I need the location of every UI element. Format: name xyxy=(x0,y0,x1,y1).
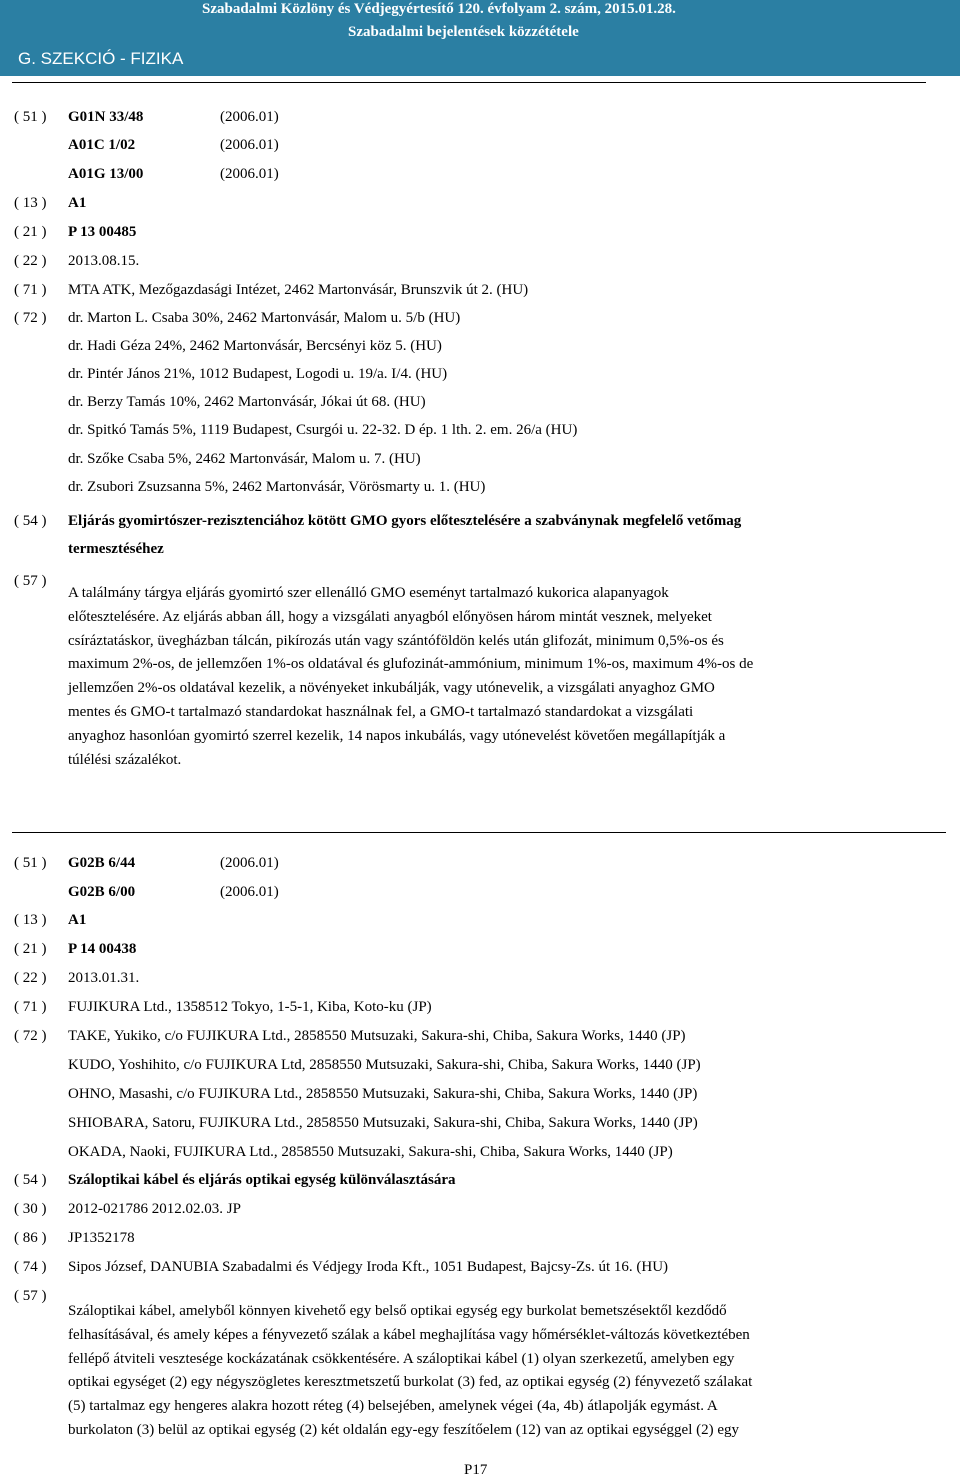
applicant: FUJIKURA Ltd., 1358512 Tokyo, 1-5-1, Kiba, Koto-ku (JP) xyxy=(68,999,432,1015)
representative: Sipos József, DANUBIA Szabadalmi és Védjegy Iroda Kft., 1051 Budapest, Bajcsy-Zs. út 16. (HU) xyxy=(68,1259,669,1275)
document-kind: A1 xyxy=(68,195,87,211)
abstract-line: csíráztatáskor, üvegházban tálcán, pikírozás után vagy szántóföldön kelés után glifozát, minimum 0,5%-os és xyxy=(68,632,724,649)
ipc-version: (2006.01) xyxy=(220,137,279,153)
journal-subtitle: Szabadalmi bejelentések közzététele xyxy=(348,24,579,40)
inventor: dr. Berzy Tamás 10%, 2462 Martonvásár, Jókai út 68. (HU) xyxy=(68,394,426,410)
priority: 2012-021786 2012.02.03. JP xyxy=(68,1201,241,1217)
abstract-line: jellemzően 2%-os oldatával kezelik, a növényeket inkubálják, vagy utónevelik, a vizsgálati anyaghoz GMO xyxy=(68,680,715,697)
field-code-51: ( 51 ) xyxy=(14,109,47,125)
inventor: OKADA, Naoki, FUJIKURA Ltd., 2858550 Mutsuzaki, Sakura-shi, Chiba, Sakura Works, 1440 (JP) xyxy=(68,1144,673,1160)
ipc-version: (2006.01) xyxy=(220,884,279,900)
header-rule xyxy=(12,82,926,83)
abstract-line: fellépő átviteli vesztesége kockázatának csökkentésére. A száloptikai kábel (1) olyan szerkezetű, amelyben egy xyxy=(68,1350,735,1367)
field-code-51: ( 51 ) xyxy=(14,855,47,871)
inventor: dr. Marton L. Csaba 30%, 2462 Martonvásár, Malom u. 5/b (HU) xyxy=(68,310,461,326)
inventor: dr. Szőke Csaba 5%, 2462 Martonvásár, Malom u. 7. (HU) xyxy=(68,451,421,467)
invention-title: termesztéséhez xyxy=(68,541,164,557)
field-code-22: ( 22 ) xyxy=(14,253,47,269)
applicant: MTA ATK, Mezőgazdasági Intézet, 2462 Martonvásár, Brunszvik út 2. (HU) xyxy=(68,282,529,298)
abstract-line: A találmány tárgya eljárás gyomirtó szer ellenálló GMO eseményt tartalmazó kukorica alapanyagok xyxy=(68,585,669,601)
application-number: P 14 00438 xyxy=(68,941,137,957)
journal-title: Szabadalmi Közlöny és Védjegyértesítő 120. évfolyam 2. szám, 2015.01.28. xyxy=(202,1,676,17)
field-code-74: ( 74 ) xyxy=(14,1259,47,1275)
abstract-line: túlélési százalékot. xyxy=(68,751,182,768)
page-number: P17 xyxy=(464,1462,488,1478)
field-code-22: ( 22 ) xyxy=(14,970,47,986)
inventor: TAKE, Yukiko, c/o FUJIKURA Ltd., 2858550 Mutsuzaki, Sakura-shi, Chiba, Sakura Works, 1440 (JP) xyxy=(68,1028,686,1044)
abstract xyxy=(68,1300,908,1443)
ipc-version: (2006.01) xyxy=(220,166,279,182)
section-title: G. SZEKCIÓ - FIZIKA xyxy=(18,49,184,68)
ipc-class: G02B 6/44 xyxy=(68,855,136,871)
abstract-line: burkolaton (3) belül az optikai egység (2) két oldalán egy-egy feszítőelem (12) van az optikai egységgel (2) egy xyxy=(68,1421,740,1438)
field-code-71: ( 71 ) xyxy=(14,282,47,298)
ipc-class: G02B 6/00 xyxy=(68,884,136,900)
ipc-class: G01N 33/48 xyxy=(68,109,144,125)
abstract-line: előtesztelésére. Az eljárás abban áll, hogy a vizsgálati anyagból előnyösen három mintát vesznek, melyeket xyxy=(68,608,712,625)
abstract-line: Száloptikai kábel, amelyből könnyen kivehető egy belső optikai egység egy burkolat bemetszésektől kezdődő xyxy=(68,1303,727,1319)
filing-date: 2013.01.31. xyxy=(68,970,140,986)
abstract-line: anyaghoz hasonlóan gyomirtó szerrel kezelik, 14 napos inkubálás, vagy utónevelést követően megállapítják a xyxy=(68,727,726,744)
field-code-57: ( 57 ) xyxy=(14,573,47,589)
page-header xyxy=(0,0,960,76)
application-number: P 13 00485 xyxy=(68,224,137,240)
inventor: SHIOBARA, Satoru, FUJIKURA Ltd., 2858550 Mutsuzaki, Sakura-shi, Chiba, Sakura Works, 1440 (JP) xyxy=(68,1115,698,1131)
field-code-72: ( 72 ) xyxy=(14,1028,47,1044)
field-code-54: ( 54 ) xyxy=(14,513,47,529)
field-code-21: ( 21 ) xyxy=(14,941,47,957)
field-code-54: ( 54 ) xyxy=(14,1172,47,1188)
field-code-13: ( 13 ) xyxy=(14,195,47,211)
abstract-line: maximum 2%-os, de jellemzően 1%-os oldatával és glufozinát-ammónium, minimum 1%-os, maximum 4%-os de xyxy=(68,656,754,673)
inventor: dr. Hadi Géza 24%, 2462 Martonvásár, Bercsényi köz 5. (HU) xyxy=(68,338,442,354)
abstract-line: felhasításával, és amely képes a fényvezető szálak a kábel meghajlítása vagy hőmérséklet-változás következtében xyxy=(68,1326,750,1343)
field-code-86: ( 86 ) xyxy=(14,1230,47,1246)
field-code-57: ( 57 ) xyxy=(14,1288,47,1304)
abstract-line: (5) tartalmaz egy hengeres alakra hozott réteg (4) belsejében, amelynek végei (4a, 4b) átlapolják egymást. A xyxy=(68,1398,718,1415)
field-code-13: ( 13 ) xyxy=(14,912,47,928)
abstract-line: optikai egységet (2) egy négyszögletes keresztmetszetű burkolat (3) fed, az optikai egység (2) fényvezető szálakat xyxy=(68,1374,753,1391)
invention-title: Eljárás gyomirtószer-rezisztenciához kötött GMO gyors előtesztelésére a szabványnak megfelelő vetőmag xyxy=(68,513,742,529)
document-kind: A1 xyxy=(68,912,87,928)
invention-title: Száloptikai kábel és eljárás optikai egység különválasztására xyxy=(68,1172,456,1188)
inventor: dr. Zsubori Zsuzsanna 5%, 2462 Martonvásár, Vörösmarty u. 1. (HU) xyxy=(68,479,486,495)
ipc-version: (2006.01) xyxy=(220,855,279,871)
ipc-class: A01C 1/02 xyxy=(68,137,136,153)
inventor: dr. Spitkó Tamás 5%, 1119 Budapest, Csurgói u. 22-32. D ép. 1 lth. 2. em. 26/a (HU) xyxy=(68,422,578,438)
inventor: OHNO, Masashi, c/o FUJIKURA Ltd., 2858550 Mutsuzaki, Sakura-shi, Chiba, Sakura Works, 1440 (JP) xyxy=(68,1086,698,1102)
entry-separator xyxy=(12,832,946,833)
abstract-line: mentes és GMO-t tartalmazó standardokat használnak fel, a GMO-t tartalmazó standardokat a vizsgálati xyxy=(68,703,694,720)
inventor: KUDO, Yoshihito, c/o FUJIKURA Ltd, 2858550 Mutsuzaki, Sakura-shi, Chiba, Sakura Works, 1440 (JP) xyxy=(68,1057,701,1073)
field-code-71: ( 71 ) xyxy=(14,999,47,1015)
field-code-30: ( 30 ) xyxy=(14,1201,47,1217)
field-code-21: ( 21 ) xyxy=(14,224,47,240)
field-code-72: ( 72 ) xyxy=(14,310,47,326)
ipc-class: A01G 13/00 xyxy=(68,166,144,182)
filing-date: 2013.08.15. xyxy=(68,253,140,269)
abstract xyxy=(68,582,908,772)
international-application: JP1352178 xyxy=(68,1230,135,1246)
inventor: dr. Pintér János 21%, 1012 Budapest, Logodi u. 19/a. I/4. (HU) xyxy=(68,366,448,382)
ipc-version: (2006.01) xyxy=(220,109,279,125)
